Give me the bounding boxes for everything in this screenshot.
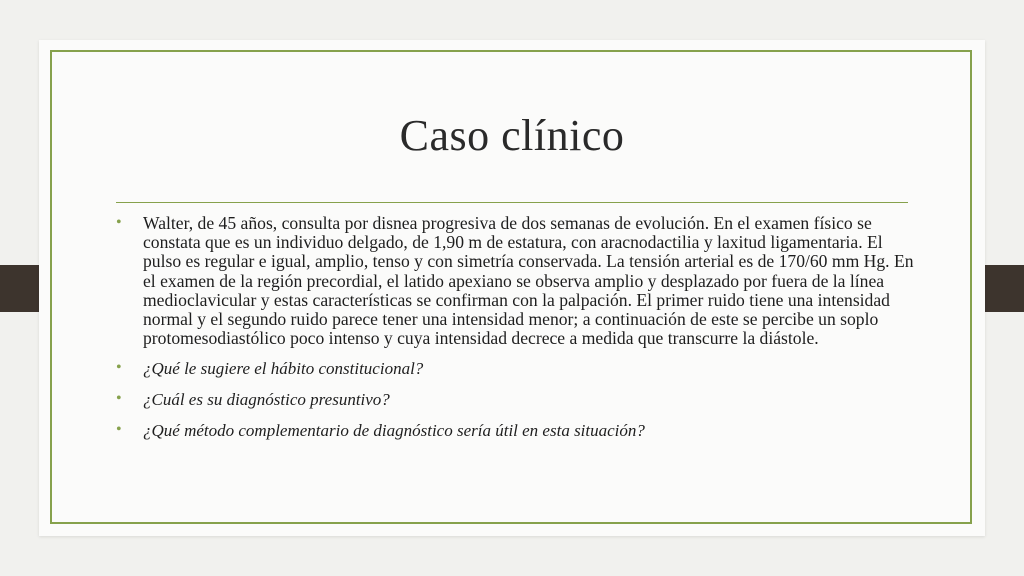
- bullet-icon: •: [116, 390, 122, 408]
- question-2: ¿Cuál es su diagnóstico presuntivo?: [143, 390, 390, 410]
- bullet-icon: •: [116, 214, 122, 231]
- case-description: Walter, de 45 años, consulta por disnea progresiva de dos semanas de evolución. En el examen físico se constata que es un individuo delgado, de 1,90 m de estatura, con aracnodactilia y laxitud ligamentaria. El pulso es regular e igual, amplio, tenso y con simetría conservada. La tensión arterial es de 170/60 mm Hg. En el examen de la región precordial, el latido apexiano se observa amplio y desplazado por fuera de la línea medioclavicular y estas características se confirman con la palpación. El primer ruido tiene una intensidad normal y el segundo ruido parece tener una intensidad menor; a continuación de este se percibe un soplo protomesodiastólico poco intenso y cuya intensidad decrece a medida que transcurre la diástole.: [143, 213, 914, 349]
- bullet-item-case: [116, 214, 916, 348]
- slide-title: Caso clínico: [399, 111, 625, 160]
- question-1: ¿Qué le sugiere el hábito constitucional?: [143, 359, 424, 379]
- question-3: ¿Qué método complementario de diagnóstico sería útil en esta situación?: [143, 421, 645, 441]
- bullet-item-question-1: [116, 359, 916, 379]
- bullet-item-question-3: [116, 421, 916, 441]
- bullet-item-question-2: [116, 390, 916, 410]
- slide-content: [116, 214, 916, 452]
- title-divider: [116, 202, 908, 203]
- bullet-icon: •: [116, 359, 122, 377]
- bullet-icon: •: [116, 421, 122, 439]
